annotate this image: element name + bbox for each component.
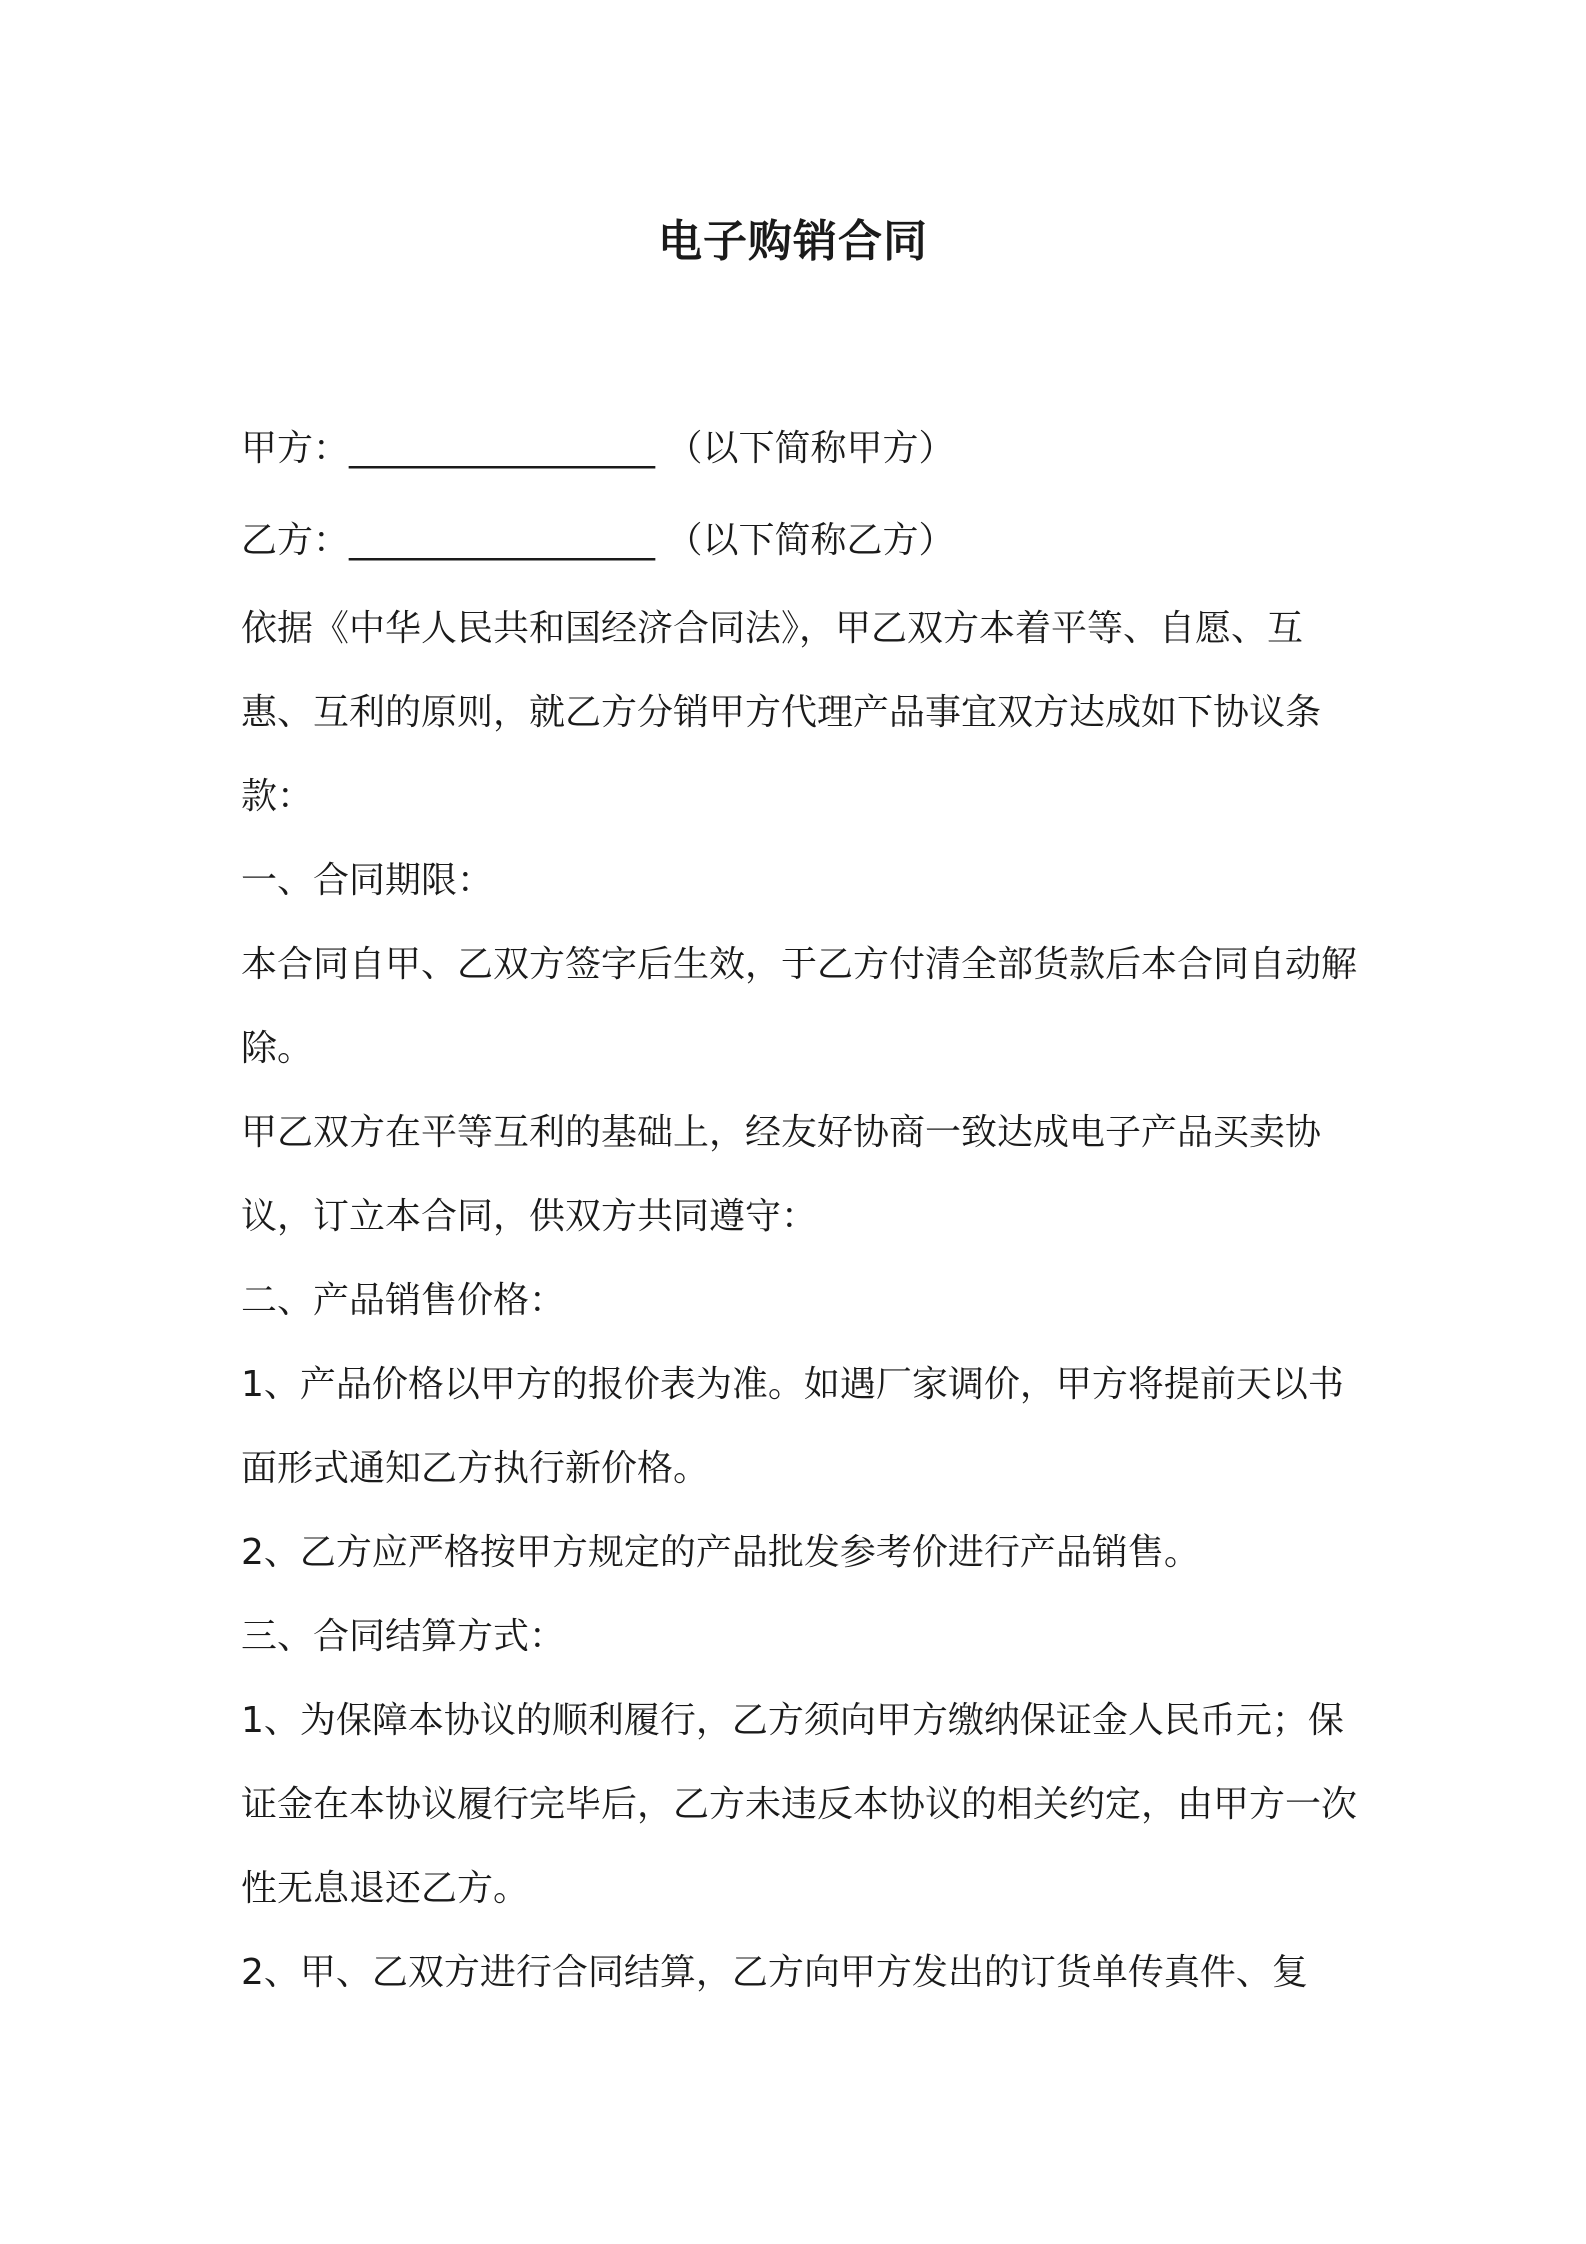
intro-paragraph: 依据《中华人民共和国经济合同法》，甲乙双方本着平等、自愿、互惠、互利的原则，就乙方分销甲方代理产品事宜双方达成如下协议条款： <box>241 608 1322 817</box>
party-a-line: 甲方：_________________ （以下简称甲方） <box>241 428 955 469</box>
document-body <box>241 403 1361 2015</box>
paragraph: 甲乙双方在平等互利的基础上，经友好协商一致达成电子产品买卖协议，订立本合同，供双方共同遵守： <box>241 1112 1322 1237</box>
section-heading: 二、产品销售价格： <box>241 1280 566 1321</box>
party-b-line: 乙方：_________________ （以下简称乙方） <box>241 520 955 561</box>
section-heading: 一、合同期限： <box>241 860 494 901</box>
list-item: 1、产品价格以甲方的报价表为准。如遇厂家调价，甲方将提前天以书面形式通知乙方执行新价格。 <box>241 1364 1344 1489</box>
list-item: 2、乙方应严格按甲方规定的产品批发参考价进行产品销售。 <box>241 1532 1200 1573</box>
document-title: 电子购销合同 <box>658 216 928 267</box>
list-item: 2、甲、乙双方进行合同结算，乙方向甲方发出的订货单传真件、复 <box>241 1952 1308 1993</box>
paragraph: 本合同自甲、乙双方签字后生效，于乙方付清全部货款后本合同自动解除。 <box>241 944 1358 1069</box>
section-heading: 三、合同结算方式： <box>241 1616 566 1657</box>
list-item: 1、为保障本协议的顺利履行，乙方须向甲方缴纳保证金人民币元；保证金在本协议履行完毕后，乙方未违反本协议的相关约定，由甲方一次性无息退还乙方。 <box>241 1700 1358 1909</box>
